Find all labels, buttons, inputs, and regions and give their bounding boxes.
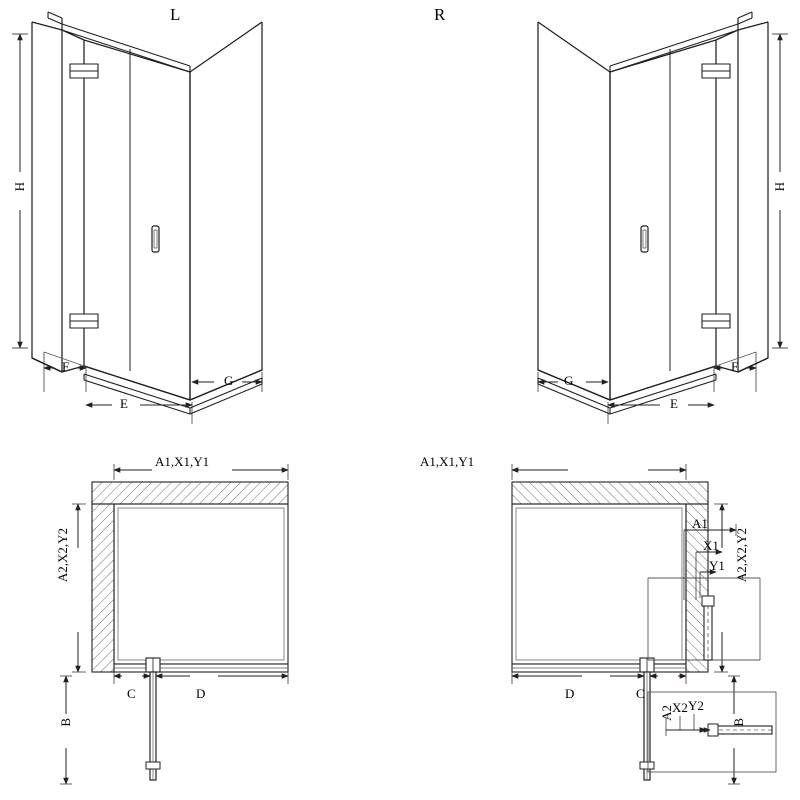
dimension-label-a1x1y1-left: A1,X1,Y1	[155, 454, 210, 469]
dimension-label-e-left: E	[120, 396, 128, 411]
dimension-label-c-left: C	[127, 686, 136, 701]
dimension-label-h-right: H	[772, 182, 787, 192]
dimension-label-a2x2y2-left: A2,X2,Y2	[55, 528, 70, 583]
detail-label-a1: A1	[692, 516, 708, 531]
dimension-label-h-left: H	[12, 182, 27, 192]
dimension-label-b-right: B	[731, 718, 746, 727]
dimension-label-a1x1y1-right: A1,X1,Y1	[420, 454, 475, 469]
detail-bottom-right	[648, 692, 776, 772]
dimension-label-c-right: C	[636, 686, 645, 701]
variant-label-left: L	[170, 5, 181, 24]
dimension-label-d-left: D	[196, 686, 206, 701]
dimension-label-b-left: B	[58, 718, 73, 727]
dimension-label-g-right: G	[564, 373, 574, 388]
isometric-view-right	[538, 12, 768, 414]
dimension-label-f-left: F	[62, 359, 70, 374]
dimension-label-g-left: G	[224, 373, 234, 388]
detail-label-a2: A2	[659, 705, 674, 721]
detail-label-x2: X2	[672, 700, 688, 715]
detail-label-y2: Y2	[688, 698, 704, 713]
detail-label-x1: X1	[703, 538, 719, 553]
detail-label-y1: Y1	[709, 558, 725, 573]
isometric-view-left	[32, 12, 262, 414]
variant-label-right: R	[434, 5, 446, 24]
dimension-label-d-right: D	[565, 686, 575, 701]
dimension-label-f-right: F	[731, 359, 739, 374]
dimension-label-e-right: E	[670, 396, 678, 411]
plan-view-left	[60, 464, 288, 784]
dimension-label-a2x2y2-right: A2,X2,Y2	[734, 528, 749, 583]
